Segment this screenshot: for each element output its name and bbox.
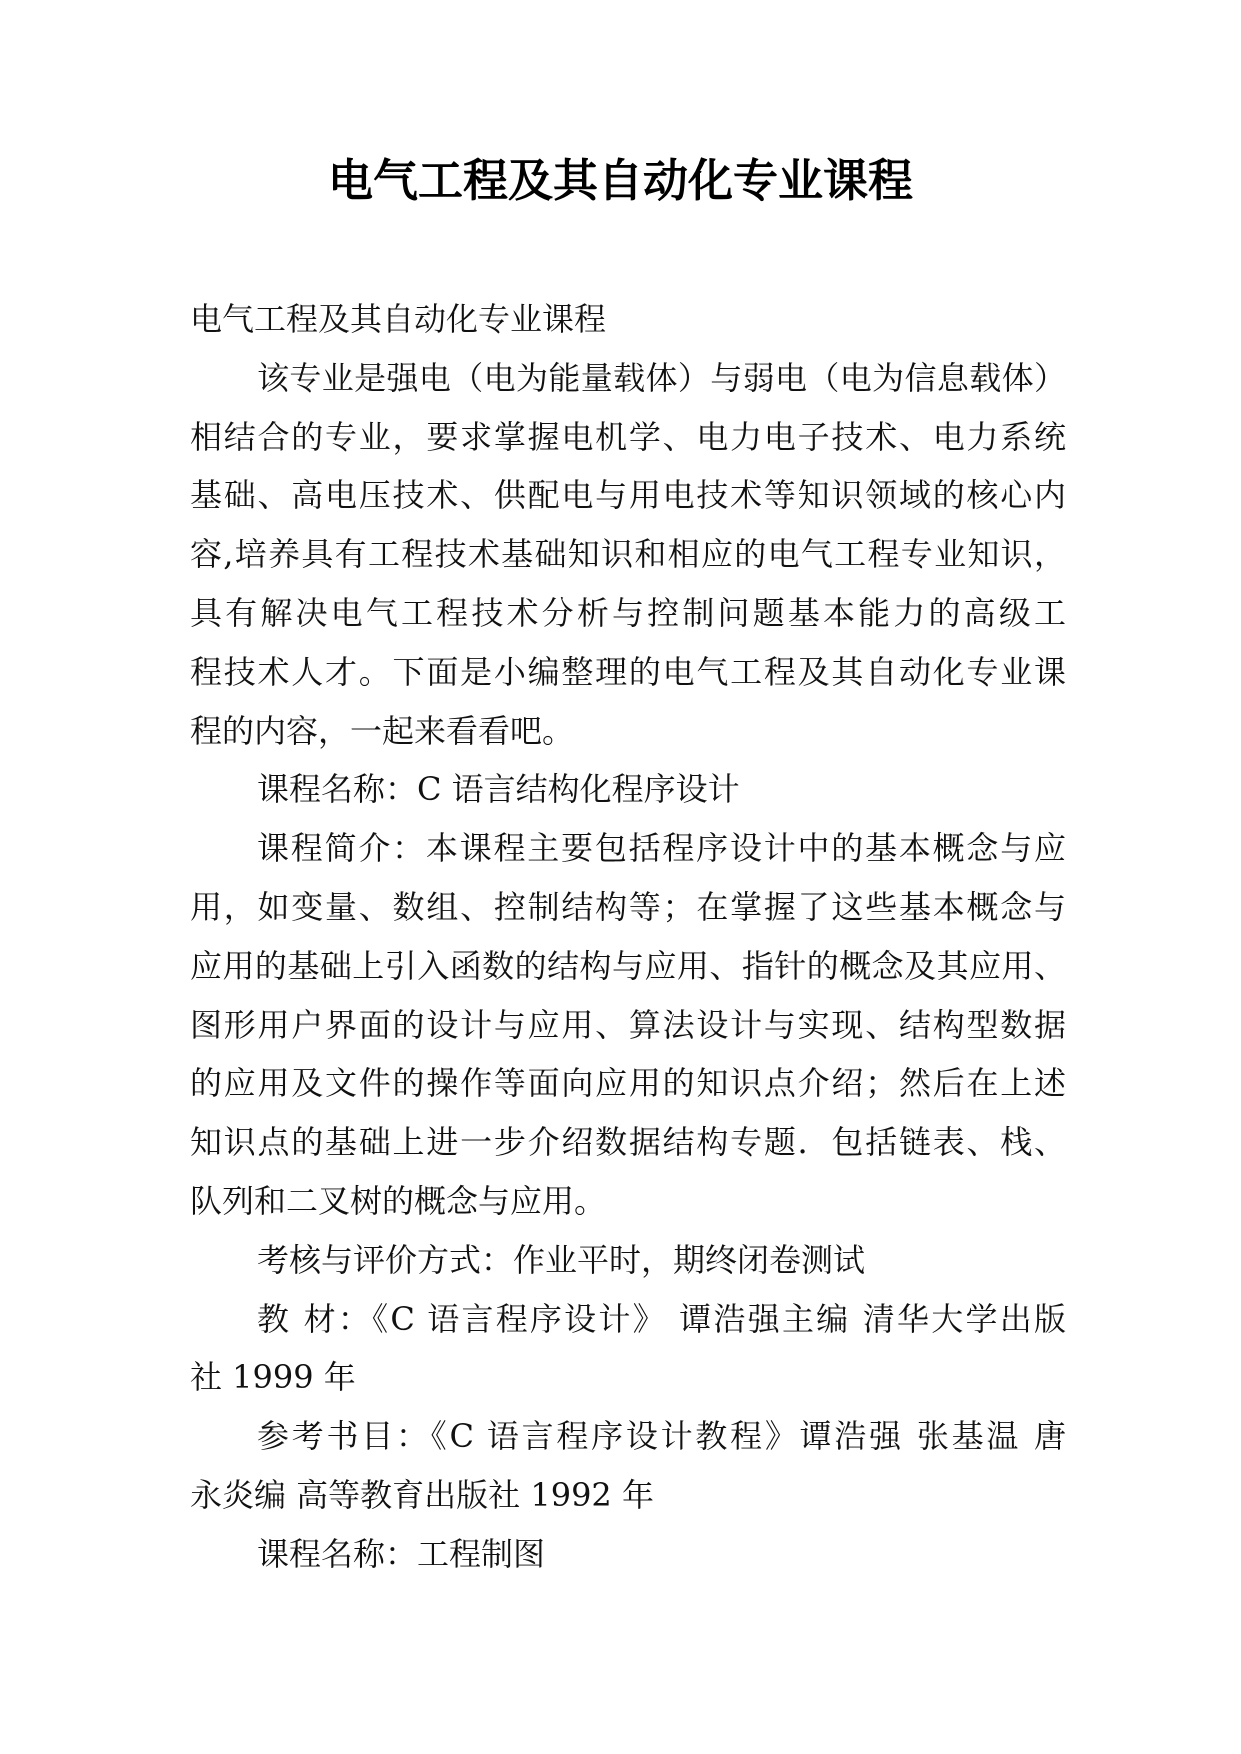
paragraph-course-name xyxy=(190,760,1066,819)
document-body xyxy=(190,290,1066,1584)
text-line: 考核与评价方式：作业平时，期终闭卷测试 xyxy=(257,1240,866,1279)
text-line: 用，如变量、数组、控制结构等；在掌握了这些基本概念与 xyxy=(190,887,1066,926)
text-line: 电气工程及其自动化专业课程 xyxy=(190,300,607,338)
paragraph-heading xyxy=(190,290,1066,349)
document-title: 电气工程及其自动化专业课程 xyxy=(327,154,913,207)
paragraph-references xyxy=(190,1407,1066,1525)
text-line: 相结合的专业，要求掌握电机学、电力电子技术、电力系统 xyxy=(190,417,1066,456)
text-line: 社 1999 年 xyxy=(190,1358,356,1397)
text-line: 队列和二叉树的概念与应用。 xyxy=(190,1181,607,1220)
paragraph-course-name xyxy=(190,1525,1066,1584)
text-line: 教 材：《C 语言程序设计》 谭浩强主编 清华大学出版 xyxy=(257,1299,1066,1338)
paragraph-textbook xyxy=(190,1290,1066,1408)
paragraph-course-summary xyxy=(190,819,1066,1231)
text-line: 程技术人才。下面是小编整理的电气工程及其自动化专业课 xyxy=(190,652,1066,691)
text-line: 课程名称：工程制图 xyxy=(257,1534,546,1573)
text-line: 永炎编 高等教育出版社 1992 年 xyxy=(190,1475,654,1514)
text-line: 具有解决电气工程技术分析与控制问题基本能力的高级工 xyxy=(190,593,1066,632)
text-line: 的应用及文件的操作等面向应用的知识点介绍；然后在上述 xyxy=(190,1064,1066,1103)
text-line: 图形用户界面的设计与应用、算法设计与实现、结构型数据 xyxy=(190,1005,1066,1044)
text-line: 应用的基础上引入函数的结构与应用、指针的概念及其应用、 xyxy=(190,946,1066,985)
paragraph-intro xyxy=(190,349,1066,761)
text-line: 参考书目：《C 语言程序设计教程》谭浩强 张基温 唐 xyxy=(257,1417,1066,1456)
paragraph-assessment xyxy=(190,1231,1066,1290)
text-line: 该专业是强电（电为能量载体）与弱电（电为信息载体） xyxy=(257,358,1066,397)
text-line: 程的内容，一起来看看吧。 xyxy=(190,711,575,750)
text-line: 知识点的基础上进一步介绍数据结构专题．包括链表、栈、 xyxy=(190,1123,1066,1162)
text-line: 课程简介：本课程主要包括程序设计中的基本概念与应 xyxy=(257,829,1066,868)
text-line: 容,培养具有工程技术基础知识和相应的电气工程专业知识， xyxy=(190,535,1066,574)
text-line: 基础、高电压技术、供配电与用电技术等知识领域的核心内 xyxy=(190,476,1066,515)
text-line: 课程名称：C 语言结构化程序设计 xyxy=(257,770,740,809)
